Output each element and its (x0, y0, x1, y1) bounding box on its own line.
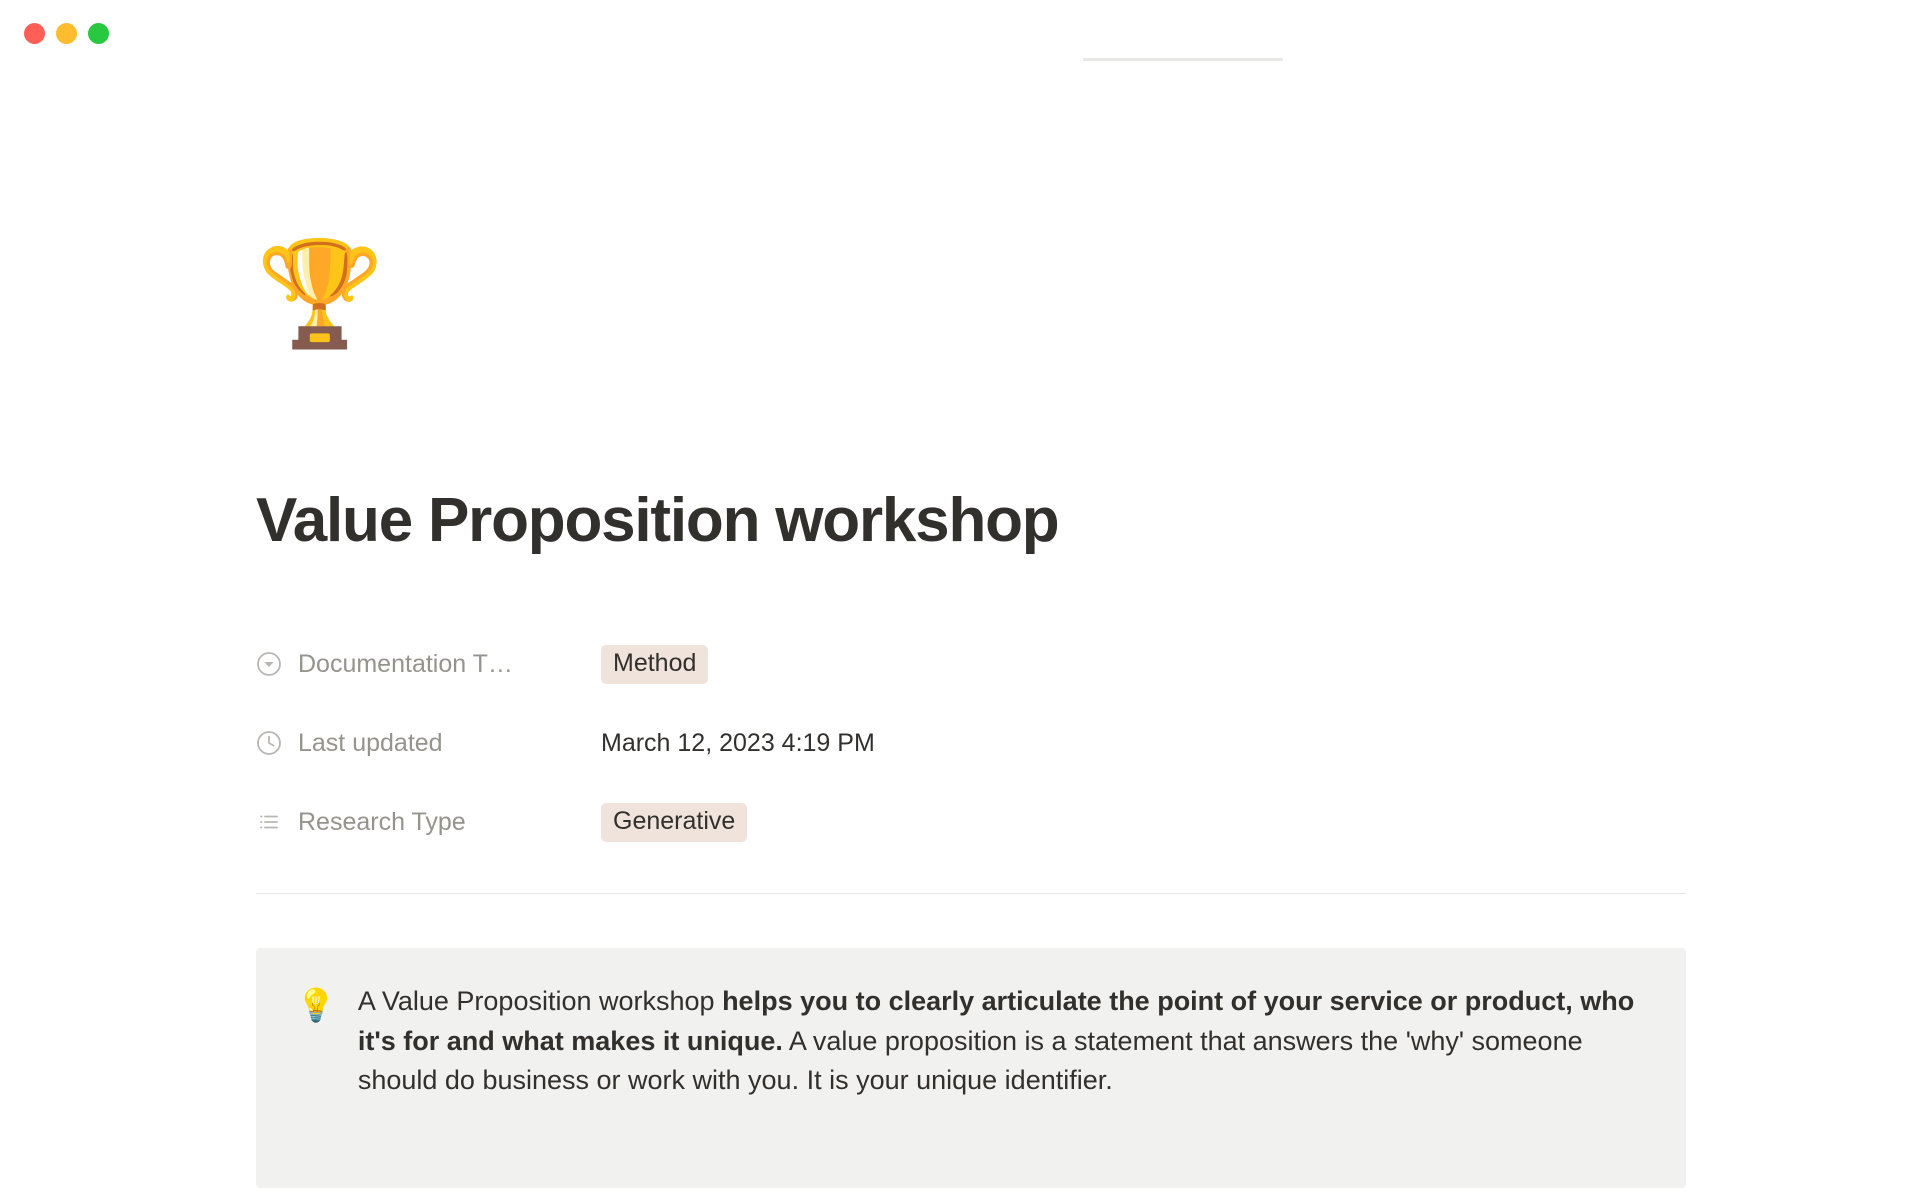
page-properties (256, 638, 1686, 848)
minimize-window-button[interactable] (56, 23, 77, 44)
light-bulb-icon: 💡 (296, 987, 336, 1023)
callout-text (358, 982, 1646, 1101)
callout-bold: helps you to clearly articulate the point of your service or product, who it's for and what makes it unique. (357, 986, 1635, 1056)
close-window-button[interactable] (24, 23, 45, 44)
clock-icon (256, 730, 282, 756)
maximize-window-button[interactable] (88, 23, 109, 44)
property-label-documentation-type (256, 650, 601, 679)
property-name-documentation-type: Documentation T… (298, 649, 513, 678)
property-name-last-updated: Last updated (298, 728, 443, 757)
page-title[interactable]: Value Proposition workshop (256, 486, 1059, 555)
property-row-research-type[interactable] (256, 796, 1686, 848)
property-value-last-updated[interactable]: March 12, 2023 4:19 PM (601, 728, 875, 757)
property-label-research-type (256, 808, 601, 837)
window-traffic-lights (24, 23, 109, 44)
select-chevron-icon (256, 651, 282, 677)
callout-block[interactable] (256, 948, 1686, 1188)
tag-method[interactable]: Method (601, 645, 708, 684)
content-divider (256, 893, 1686, 894)
property-row-documentation-type[interactable] (256, 638, 1686, 690)
property-value-documentation-type[interactable] (601, 645, 708, 684)
property-value-research-type[interactable] (601, 803, 747, 842)
trophy-icon[interactable]: 🏆 (256, 236, 385, 351)
property-name-research-type: Research Type (298, 807, 466, 836)
callout-rest: A value proposition is a statement that answers the 'why' someone should do business or work with you. It is your unique identifier. (357, 1025, 1583, 1096)
toolbar-divider (1083, 58, 1283, 61)
tag-generative[interactable]: Generative (601, 803, 747, 842)
property-label-last-updated (256, 729, 601, 758)
callout-lead: A Value Proposition workshop (357, 986, 723, 1016)
property-row-last-updated[interactable] (256, 717, 1686, 769)
list-icon (256, 809, 282, 835)
